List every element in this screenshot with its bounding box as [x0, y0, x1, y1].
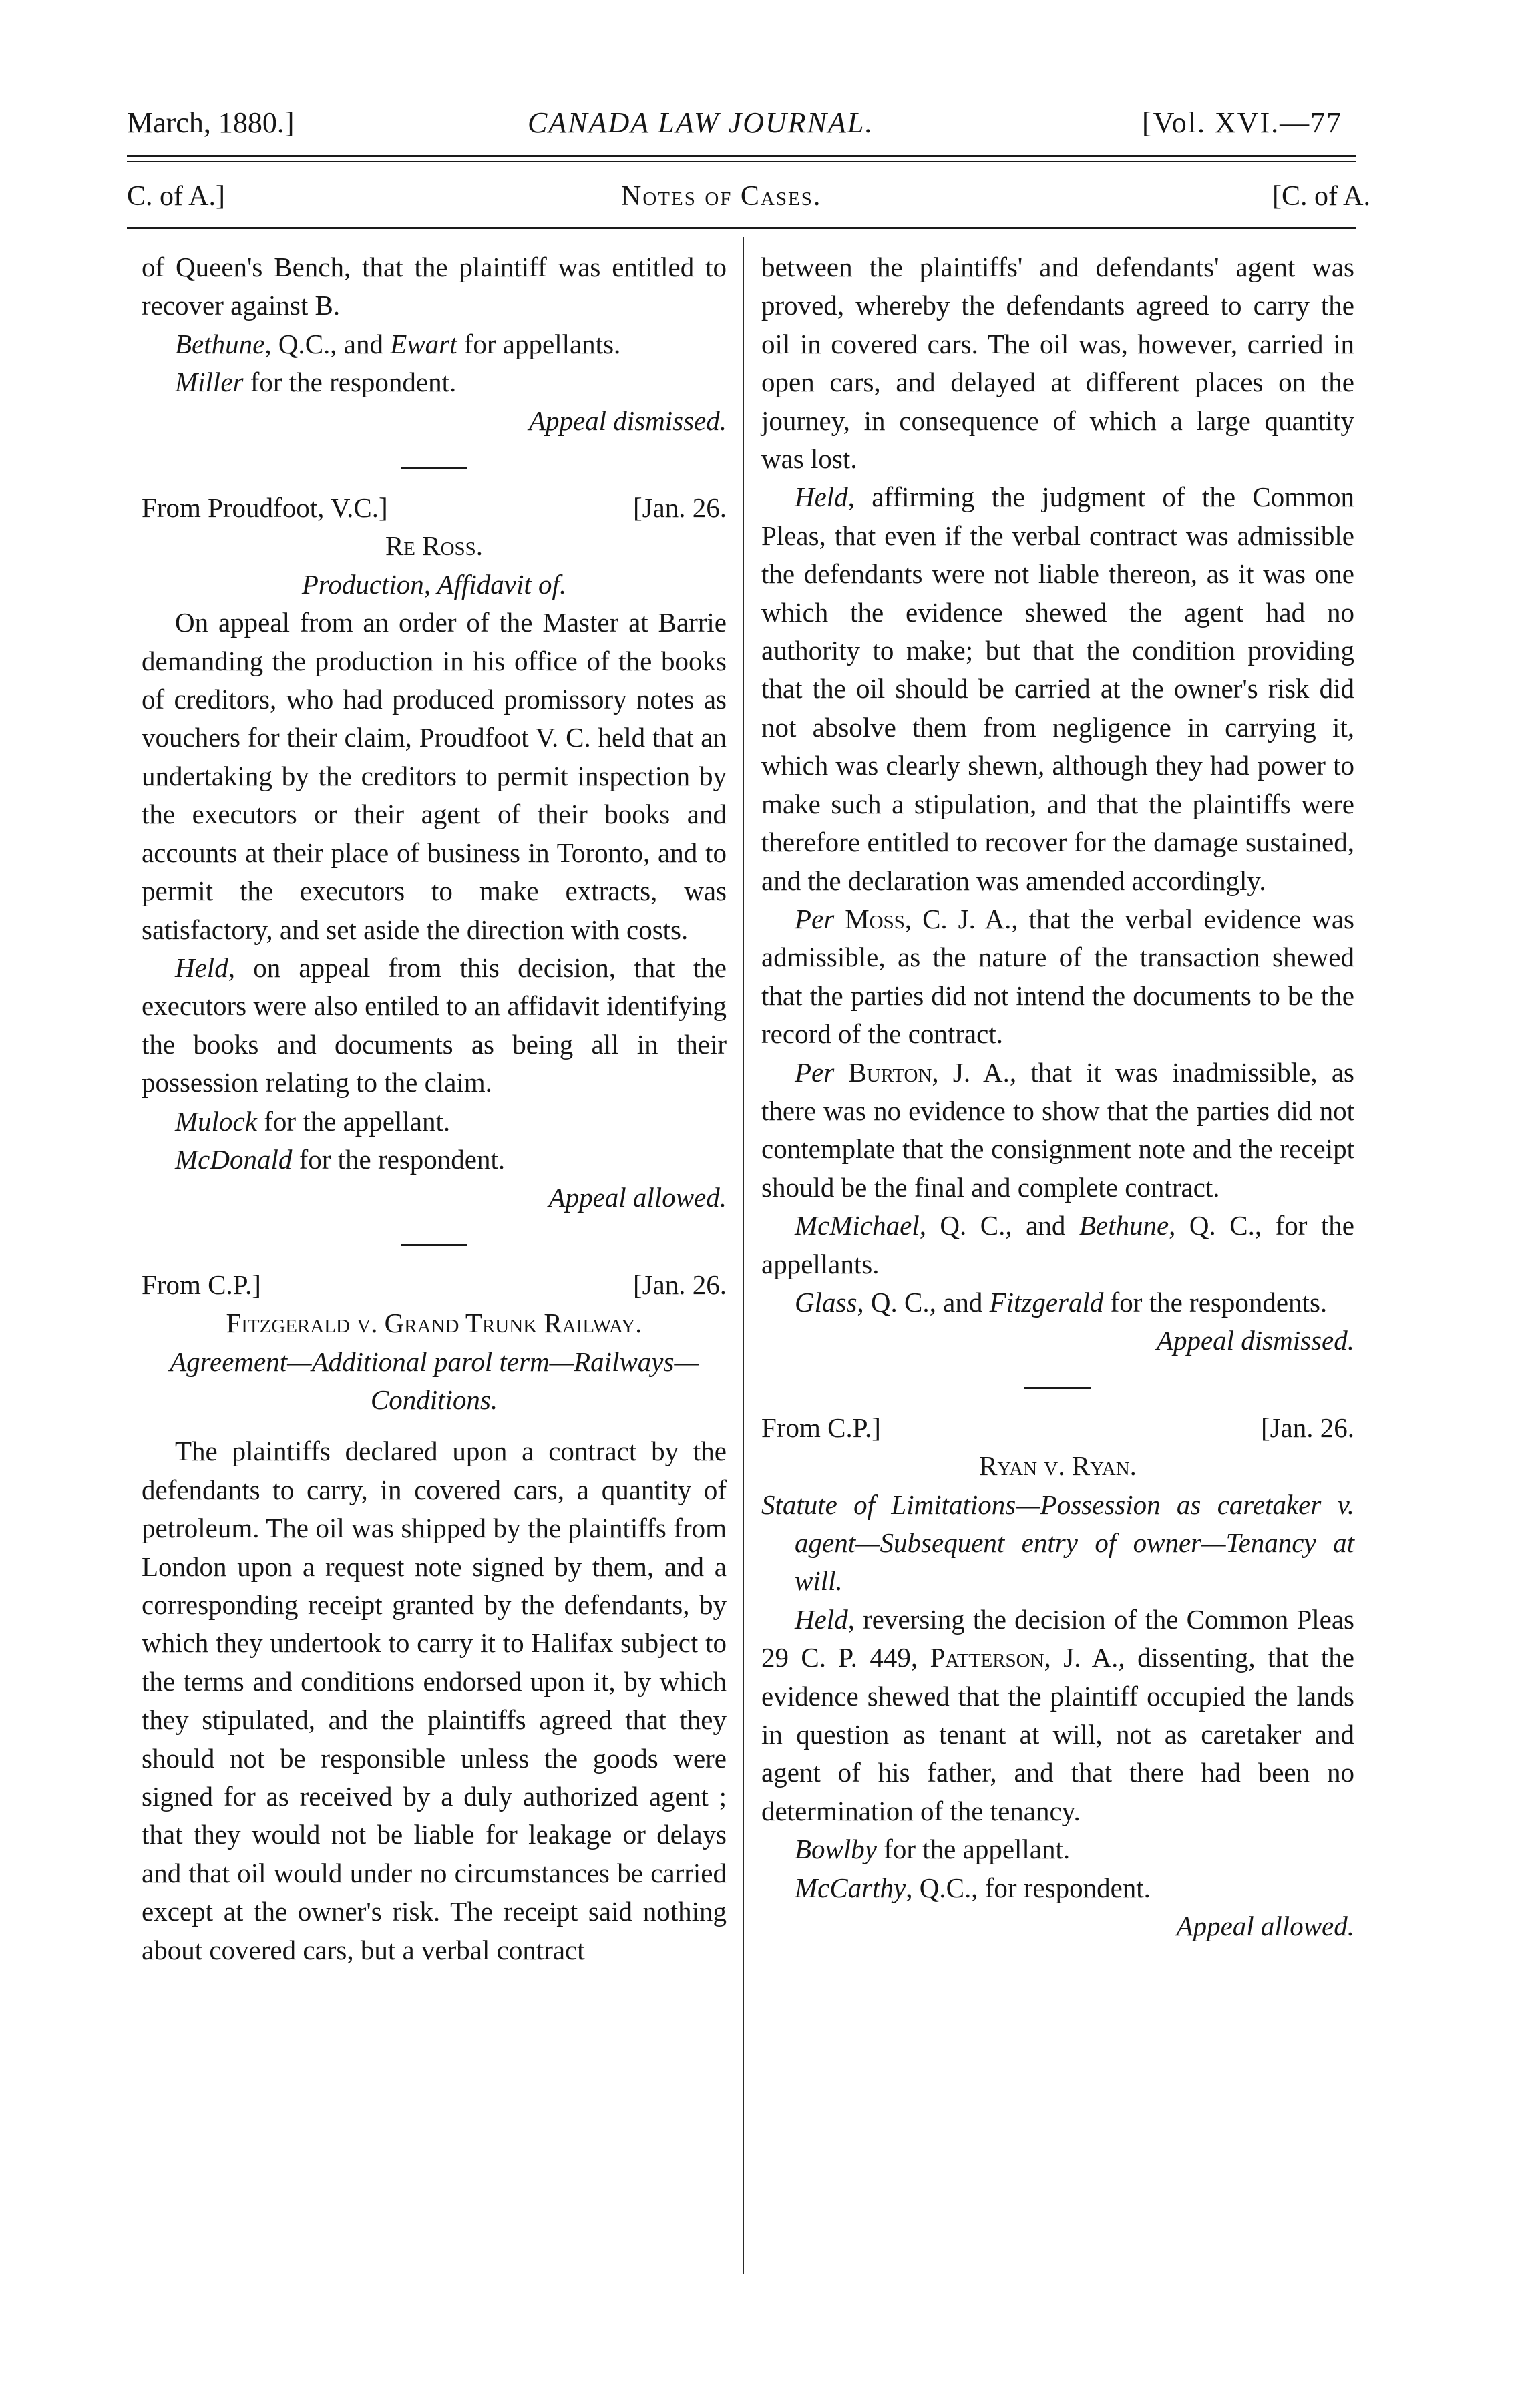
case-holding: Held, affirming the judgment of the Common Pleas, that even if the verbal contract was admissible the defendants were not liable thereon, as it was one which the evidence shewed the agent had no authority to make; but that the condition providing that the oil should be carried at the owner's risk did not absolve them from negligence in carrying it, which was clearly shewn, although they had power to make such a stipulation, and that the plaintiffs were therefore entitled to recover for the damage sustained, and the declaration was amended accordingly. — [761, 481, 1354, 896]
judge-opinion: Per Burton, J. A., that it was inadmissible, as there was no evidence to show that the parties did not contemplate that the consignment note and the receipt should be the final and complete contract. — [761, 1056, 1354, 1203]
case-subject: Agreement—Additional parol term—Railways—Conditions. — [170, 1346, 699, 1415]
header-rule-top — [127, 155, 1356, 157]
case-body: The plaintiffs declared upon a contract by the defendants to carry, in covered cars, a quantity of petroleum. The oil was shipped by the plaintiffs from London upon a request note signed by them, and a corresponding receipt granted by the defendants, by which they undertook to carry it to Halifax subject to the terms and conditions endorsed upon it, by which they stipulated, and the plaintiffs agreed that they should not be responsible unless the goods were signed for as received by a duly authorized agent ; that they would not be liable for leakage or delays and that oil would under no circumstances be carried except at the owner's risk. The receipt said nothing about covered cars, but a verbal contract — [142, 1436, 727, 1965]
case-heading: From Proudfoot, V.C.] [Jan. 26. — [142, 492, 727, 524]
case-result: Appeal dismissed. — [1156, 1325, 1354, 1356]
counsel-line: Glass, Q. C., and Fitzgerald for the respondents. — [795, 1286, 1328, 1318]
case-subject: Production, Affidavit of. — [301, 568, 567, 600]
subheader-rule — [127, 227, 1356, 229]
case-heading: From C.P.] [Jan. 26. — [142, 1269, 727, 1300]
case-heading: From C.P.] [Jan. 26. — [761, 1412, 1354, 1443]
judge-opinion: Per Moss, C. J. A., that the verbal evidence was admissible, as the nature of the transaction shewed that the parties did not intend the documents to be the record of the contract. — [761, 903, 1355, 1050]
case-result: Appeal allowed. — [1176, 1911, 1354, 1942]
court-label-right: [C. of A. — [1272, 181, 1370, 212]
counsel-line: Miller for the respondent. — [175, 367, 457, 398]
paragraph: between the plaintiffs' and defendants' agent was proved, whereby the defendants agreed to carry the oil in covered cars. The oil was, however, carried in open cars, and delayed at different places on the journey, in consequence of which a large quantity was lost. — [761, 252, 1354, 475]
counsel-line: Bethune, Q.C., and Ewart for appellants. — [175, 328, 621, 359]
section-divider — [1024, 1387, 1091, 1389]
case-result: Appeal allowed. — [548, 1182, 727, 1213]
counsel-line: Bowlby for the appellant. — [795, 1834, 1071, 1865]
journal-title: CANADA LAW JOURNAL. — [528, 106, 874, 139]
court-label-left: C. of A.] — [127, 181, 225, 212]
case-holding: Held, reversing the decision of the Common Pleas 29 C. P. 449, Patterson, J. A., dissenting, that the evidence shewed that the plaintiff occupied the lands in question as tenant at will, not as caretaker and agent of his father, and that there had been no determination of the tenancy. — [761, 1603, 1355, 1826]
column-divider — [743, 237, 744, 2274]
header-rule-bottom — [127, 161, 1356, 162]
counsel-line: McDonald for the respondent. — [175, 1143, 506, 1175]
case-body: On appeal from an order of the Master at Barrie demanding the production in his office of the books of creditors, who had produced promissory notes as vouchers for their claim, Proudfoot V. C. held that an undertaking by the creditors to permit inspection by the executors or their agent of their books and accounts at their place of business in Toronto, and to permit the executors to make extracts, was satisfactory, and set aside the direction with costs. — [142, 607, 727, 945]
case-title: Re Ross. — [385, 530, 484, 562]
counsel-line: McCarthy, Q.C., for respondent. — [795, 1872, 1151, 1903]
section-title: Notes of Cases. — [621, 181, 822, 212]
case-title: Ryan v. Ryan. — [979, 1450, 1137, 1482]
header-date: March, 1880.] — [127, 106, 295, 139]
counsel-line: Mulock for the appellant. — [175, 1105, 451, 1137]
right-column — [761, 248, 1354, 1945]
case-title: Fitzgerald v. Grand Trunk Railway. — [226, 1308, 642, 1339]
case-holding: Held, on appeal from this decision, that the executors were also entiled to an affidavit identifying the books and documents as being all in their possession relating to the claim. — [142, 952, 727, 1099]
volume-page: [Vol. XVI.—77 — [1142, 106, 1343, 139]
case-subject: Statute of Limitations—Possession as caretaker v. agent—Subsequent entry of owner—Tenancy at will. — [761, 1488, 1354, 1597]
left-column — [142, 248, 727, 1969]
counsel-line: McMichael, Q. C., and Bethune, Q. C., for the appellants. — [761, 1210, 1354, 1279]
section-divider — [401, 467, 467, 469]
case-result: Appeal dismissed. — [528, 405, 727, 436]
section-divider — [401, 1244, 467, 1246]
paragraph: of Queen's Bench, that the plaintiff was entitled to recover against B. — [142, 252, 727, 321]
